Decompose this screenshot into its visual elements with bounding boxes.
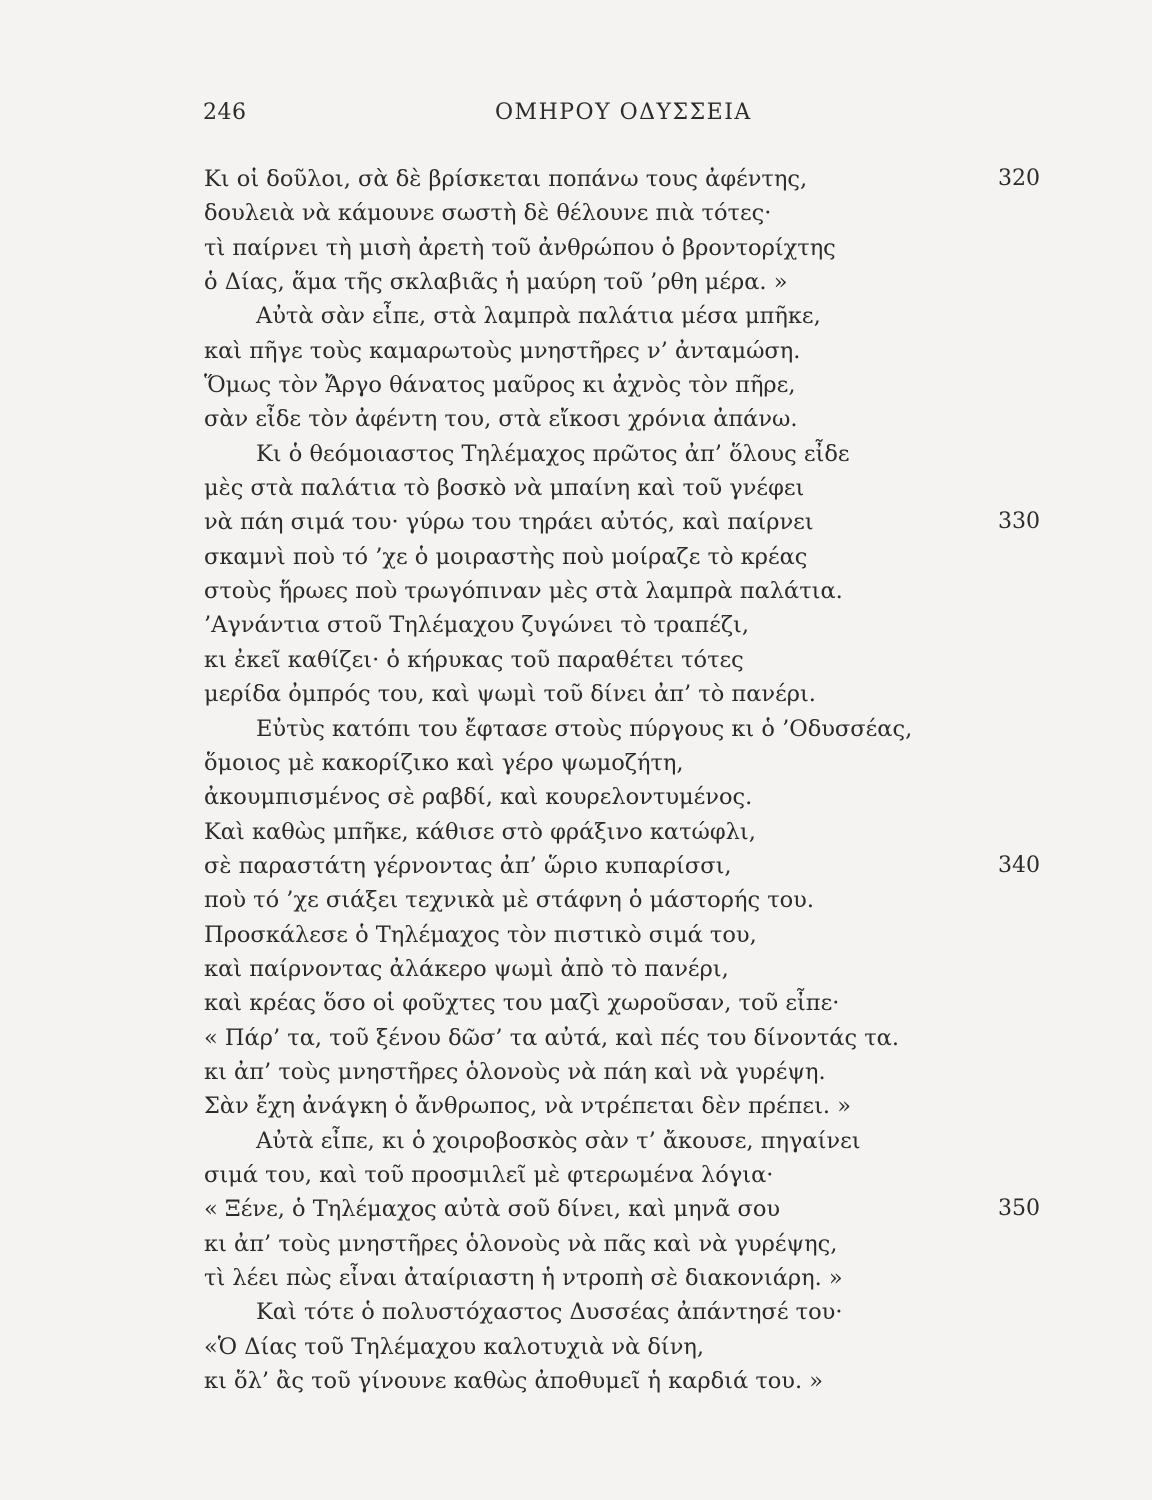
verse-line bbox=[204, 1158, 1064, 1192]
verse-text: Κι οἱ δοῦλοι, σὰ δὲ βρίσκεται ποπάνω τους ἀφέντης, bbox=[204, 166, 808, 192]
verse-text: κι ἀπ’ τοὺς μνηστῆρες ὁλονοὺς νὰ πάη καὶ νὰ γυρέψη. bbox=[204, 1058, 826, 1085]
verse-text: καὶ κρέας ὅσο οἱ φοῦχτες του μαζὶ χωροῦσαν, τοῦ εἶπε· bbox=[204, 990, 840, 1017]
verse-line bbox=[204, 1330, 1064, 1364]
verse-line bbox=[204, 334, 1064, 368]
verse-text: Ὅμως τὸν Ἄργο θάνατος μαῦρος κι ἀχνὸς τὸν πῆρε, bbox=[204, 372, 796, 399]
verse-text: Καὶ καθὼς μπῆκε, κάθισε στὸ φράξινο κατώφλι, bbox=[204, 818, 756, 845]
line-number: 350 bbox=[998, 1196, 1040, 1222]
verse-text: σιμά του, καὶ τοῦ προσμιλεῖ μὲ φτερωμένα λόγια· bbox=[204, 1161, 774, 1188]
verse-text: μερίδα ὀμπρός του, καὶ ψωμὶ τοῦ δίνει ἀπ’ τὸ πανέρι. bbox=[204, 681, 816, 708]
verse-text: κι ἀπ’ τοὺς μνηστῆρες ὁλονοὺς νὰ πᾶς καὶ νὰ γυρέψης, bbox=[204, 1230, 838, 1257]
verse-line bbox=[204, 1124, 1064, 1158]
verse-text: ὅμοιος μὲ κακορίζικο καὶ γέρο ψωμοζήτη, bbox=[204, 749, 684, 776]
verse-text: Κι ὁ θεόμοιαστος Τηλέμαχος πρῶτος ἀπ’ ὅλους εἶδε bbox=[256, 440, 850, 467]
verse-text: σὲ παραστάτη γέρνοντας ἀπ’ ὥριο κυπαρίσσι, bbox=[204, 852, 732, 879]
verse-line bbox=[204, 574, 1064, 608]
verse-line bbox=[204, 677, 1064, 711]
verse-text: κι ἐκεῖ καθίζει· ὁ κήρυκας τοῦ παραθέτει τότες bbox=[204, 646, 744, 673]
verse-text: τὶ λέει πὼς εἶναι ἀταίριαστη ἡ ντροπὴ σὲ διακονιάρη. » bbox=[204, 1265, 843, 1291]
verse-line bbox=[204, 986, 1064, 1020]
verse-line bbox=[204, 196, 1064, 230]
verse-line bbox=[204, 712, 1064, 746]
verse-line bbox=[204, 918, 1064, 952]
verse-text: στοὺς ἥρωες ποὺ τρωγόπιναν μὲς στὰ λαμπρὰ παλάτια. bbox=[204, 578, 843, 605]
verse-text: νὰ πάη σιμά του· γύρω του τηράει αὐτός, καὶ παίρνει bbox=[204, 509, 814, 536]
page-number: 246 bbox=[203, 100, 247, 125]
verse-text: Προσκάλεσε ὁ Τηλέμαχος τὸν πιστικὸ σιμά του, bbox=[204, 921, 757, 948]
verse-line bbox=[204, 643, 1064, 677]
verse-line bbox=[204, 540, 1064, 574]
verse-line bbox=[204, 1192, 1064, 1226]
verse-text: δουλειὰ νὰ κάμουνε σωστὴ δὲ θέλουνε πιὰ τότες· bbox=[204, 200, 772, 227]
verse-line bbox=[204, 1295, 1064, 1329]
verse-text: μὲς στὰ παλάτια τὸ βοσκὸ νὰ μπαίνη καὶ τοῦ γνέφει bbox=[204, 475, 805, 502]
verse-line bbox=[204, 849, 1064, 883]
verse-line bbox=[204, 608, 1064, 642]
verse-text: ’Αγνάντια στοῦ Τηλέμαχου ζυγώνει τὸ τραπέζι, bbox=[204, 612, 750, 639]
verse-text: σὰν εἶδε τὸν ἀφέντη του, στὰ εἴκοσι χρόνια ἀπάνω. bbox=[204, 406, 798, 433]
verse-line bbox=[204, 437, 1064, 471]
verse-text: καὶ παίρνοντας ἀλάκερο ψωμὶ ἀπὸ τὸ πανέρι, bbox=[204, 955, 729, 982]
poem-body bbox=[204, 162, 1064, 1398]
verse-text: ποὺ τό ’χε σιάξει τεχνικὰ μὲ στάφνη ὁ μάστορής του. bbox=[204, 887, 815, 914]
verse-line bbox=[204, 1055, 1064, 1089]
verse-text: Καὶ τότε ὁ πολυστόχαστος Δυσσέας ἀπάντησέ του· bbox=[256, 1299, 843, 1326]
verse-text: Αὐτὰ εἶπε, κι ὁ χοιροβοσκὸς σὰν τ’ ἄκουσε, πηγαίνει bbox=[256, 1127, 861, 1154]
verse-line bbox=[204, 265, 1064, 299]
verse-text: ἀκουμπισμένος σὲ ραβδί, καὶ κουρελοντυμένος. bbox=[204, 784, 753, 811]
verse-text: κι ὅλ’ ἂς τοῦ γίνουνε καθὼς ἀποθυμεῖ ἡ καρδιά του. » bbox=[204, 1368, 824, 1395]
running-title: ΟΜΗΡΟΥ ΟΔΥΣΣΕΙΑ bbox=[495, 100, 752, 125]
verse-line bbox=[204, 883, 1064, 917]
verse-line bbox=[204, 1261, 1064, 1295]
verse-text: καὶ πῆγε τοὺς καμαρωτοὺς μνηστῆρες ν’ ἀνταμώση. bbox=[204, 337, 801, 364]
verse-text: σκαμνὶ ποὺ τό ’χε ὁ μοιραστὴς ποὺ μοίραζε τὸ κρέας bbox=[204, 543, 808, 570]
verse-text: Σὰν ἔχη ἀνάγκη ὁ ἄνθρωπος, νὰ ντρέπεται δὲν πρέπει. » bbox=[204, 1093, 851, 1120]
verse-line bbox=[204, 368, 1064, 402]
verse-line bbox=[204, 162, 1064, 196]
verse-text: « Πάρ’ τα, τοῦ ξένου δῶσ’ τα αὐτά, καὶ πές του δίνοντάς τα. bbox=[204, 1024, 900, 1051]
verse-text: Αὐτὰ σὰν εἶπε, στὰ λαμπρὰ παλάτια μέσα μπῆκε, bbox=[256, 303, 821, 330]
verse-text: ὁ Δίας, ἅμα τῆς σκλαβιᾶς ἡ μαύρη τοῦ ’ρθη μέρα. » bbox=[204, 269, 788, 296]
verse-line bbox=[204, 1227, 1064, 1261]
line-number: 320 bbox=[998, 166, 1040, 191]
verse-text: «Ὁ Δίας τοῦ Τηλέμαχου καλοτυχιὰ νὰ δίνη, bbox=[204, 1333, 705, 1360]
verse-line bbox=[204, 1089, 1064, 1123]
verse-line bbox=[204, 505, 1064, 539]
verse-line bbox=[204, 299, 1064, 333]
verse-line bbox=[204, 746, 1064, 780]
verse-text: Εὐτὺς κατόπι του ἔφτασε στοὺς πύργους κι ὁ ’Οδυσσέας, bbox=[256, 715, 913, 742]
verse-line bbox=[204, 952, 1064, 986]
verse-text: « Ξένε, ὁ Τηλέμαχος αὐτὰ σοῦ δίνει, καὶ μηνᾶ σου bbox=[204, 1196, 781, 1223]
verse-line bbox=[204, 780, 1064, 814]
verse-line bbox=[204, 1364, 1064, 1398]
verse-line bbox=[204, 815, 1064, 849]
verse-line bbox=[204, 1021, 1064, 1055]
verse-line bbox=[204, 471, 1064, 505]
verse-text: τὶ παίρνει τὴ μισὴ ἀρετὴ τοῦ ἀνθρώπου ὁ βροντορίχτης bbox=[204, 234, 836, 261]
line-number: 340 bbox=[998, 852, 1040, 878]
line-number: 330 bbox=[998, 509, 1040, 535]
verse-line bbox=[204, 402, 1064, 436]
verse-line bbox=[204, 231, 1064, 265]
